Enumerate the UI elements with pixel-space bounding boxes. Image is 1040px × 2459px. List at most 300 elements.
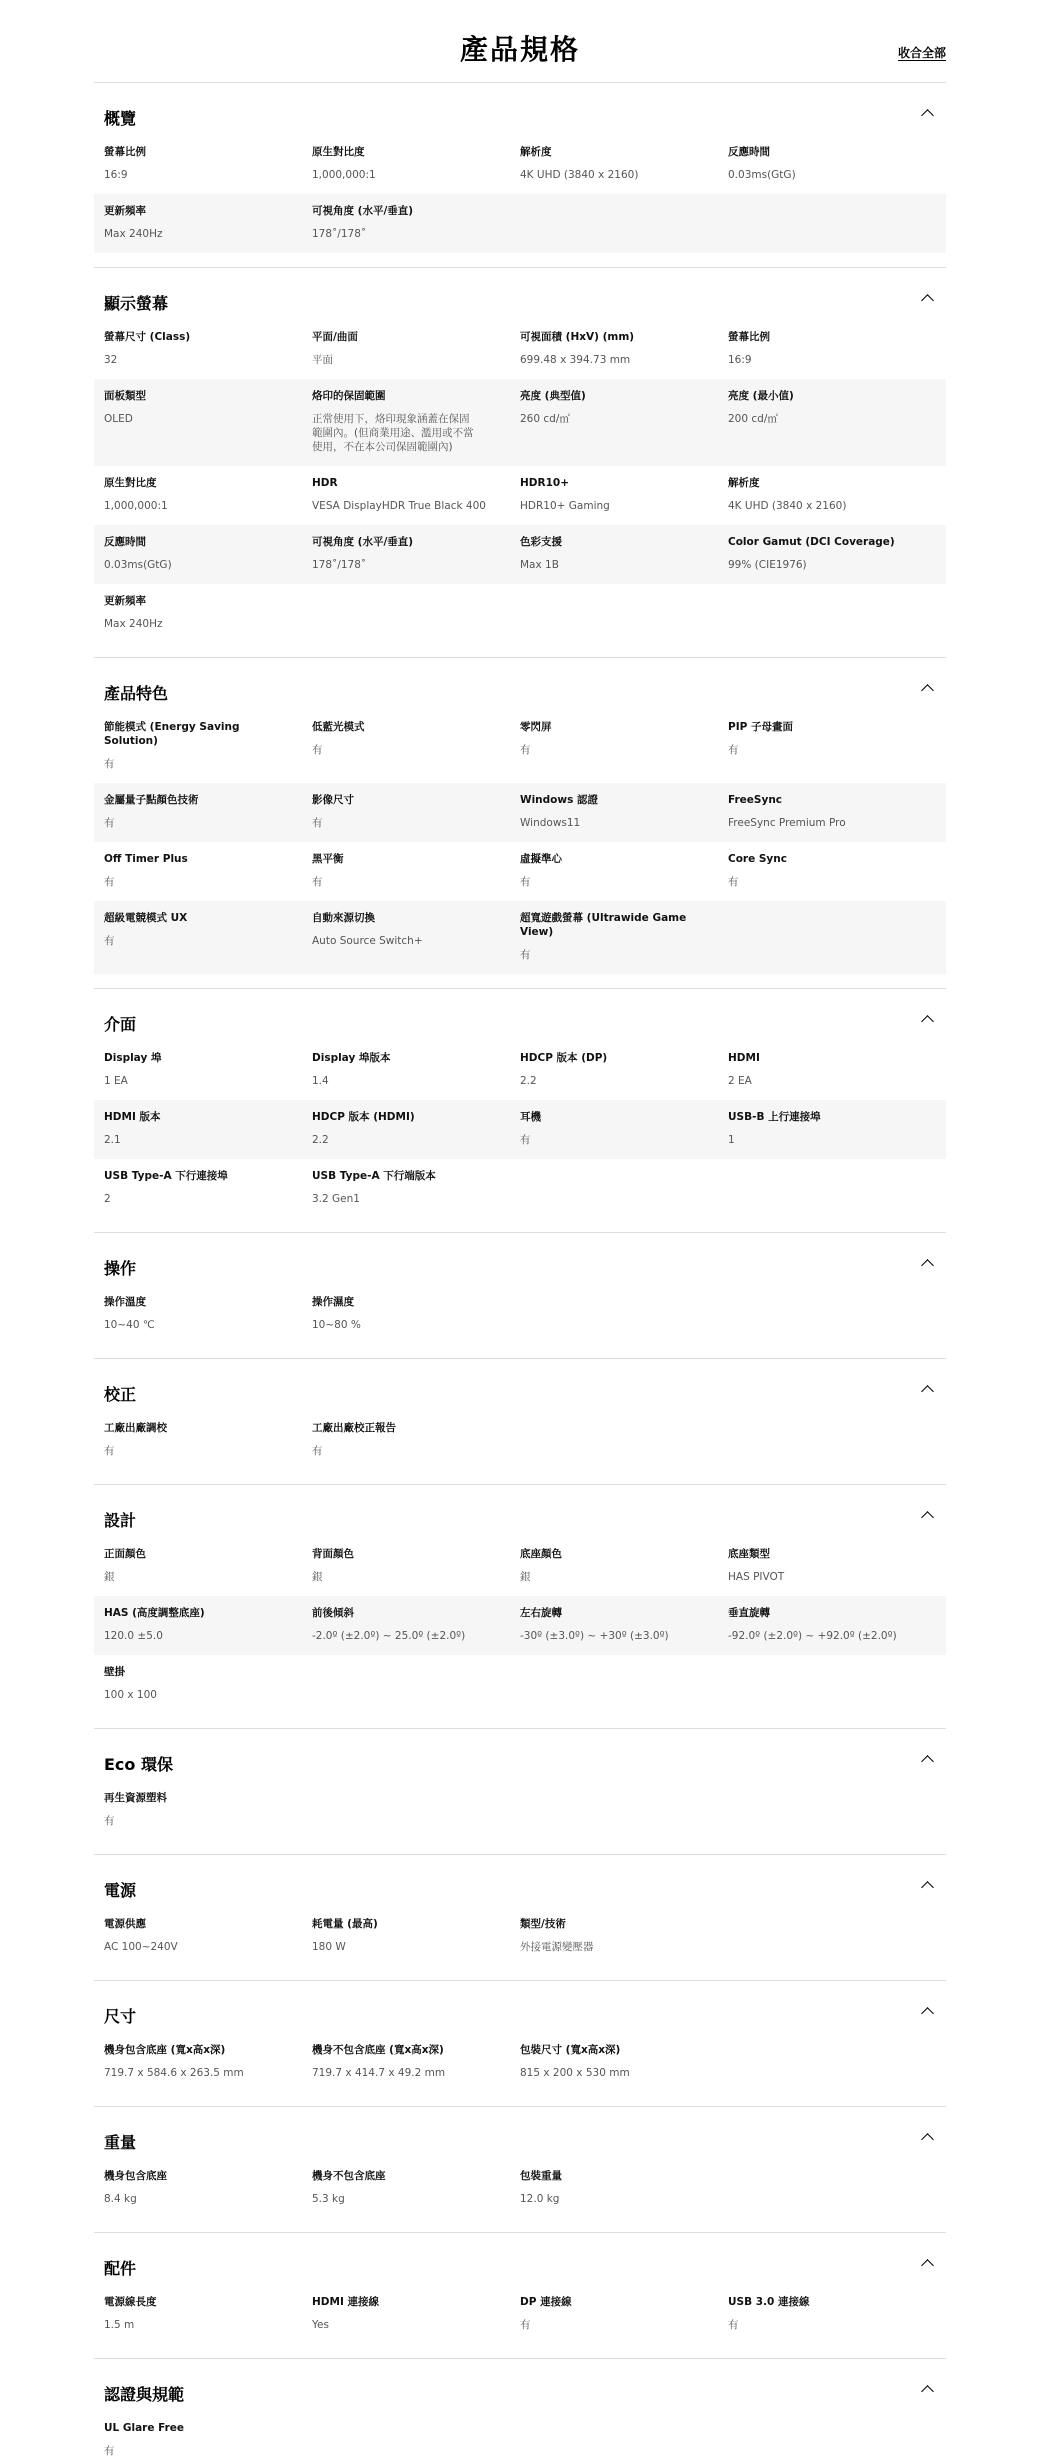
section-header[interactable] [94,1359,946,1411]
spec-label: DP 連接線 [520,2296,572,2308]
spec-label: 左右旋轉 [520,1607,562,1619]
spec-value: 有 [104,758,115,770]
spec-label: 耳機 [520,1111,541,1123]
spec-label: 節能模式 (Energy Saving Solution) [104,721,240,747]
spec-item [312,535,520,572]
spec-row [94,1041,946,1100]
spec-item [728,1547,936,1584]
spec-value: 10~80 % [312,1319,361,1331]
spec-value: Max 240Hz [104,618,163,630]
spec-label: 平面/曲面 [312,331,358,343]
spec-label: USB 3.0 連接線 [728,2296,810,2308]
spec-row [94,1655,946,1714]
spec-value: 外接電源變壓器 [520,1941,594,1953]
spec-label: Display 埠 [104,1052,162,1064]
section-header[interactable] [94,2359,946,2411]
chevron-up-icon[interactable] [921,1259,934,1272]
spec-item [312,1110,520,1147]
spec-value: 200 cd/㎡ [728,413,778,425]
spec-label: 垂直旋轉 [728,1607,770,1619]
spec-item [728,145,936,182]
spec-item [520,2295,728,2332]
spec-value: 699.48 x 394.73 mm [520,354,631,366]
spec-value: Auto Source Switch+ [312,935,423,947]
spec-label: 反應時間 [728,146,770,158]
spec-item [104,2421,312,2458]
spec-section [94,1980,946,2106]
section-title: 尺寸 [104,2007,137,2026]
section-title: 設計 [104,1511,137,1530]
spec-item [728,330,936,367]
spec-label: 底座類型 [728,1548,770,1560]
spec-item [312,720,520,771]
spec-label: 螢幕尺寸 (Class) [104,331,191,343]
spec-value: 178˚/178˚ [312,559,367,571]
spec-label: PIP 子母畫面 [728,721,793,733]
spec-section [94,1728,946,1854]
spec-label: HDMI [728,1052,760,1064]
spec-row [94,1411,946,1470]
spec-value: 260 cd/㎡ [520,413,570,425]
spec-label: 黑平衡 [312,853,344,865]
spec-value: 1 EA [104,1075,128,1087]
spec-item [104,2043,312,2080]
spec-row [94,783,946,842]
spec-item [312,1051,520,1088]
spec-value: 有 [312,817,323,829]
spec-row [94,1159,946,1218]
spec-value: 0.03ms(GtG) [728,169,796,181]
spec-section [94,988,946,1232]
spec-label: 耗電量 (最高) [312,1918,378,1930]
spec-value: 2.2 [312,1134,329,1146]
spec-item [104,535,312,572]
spec-section [94,1358,946,1484]
spec-item [312,2043,520,2080]
spec-label: 零閃屏 [520,721,552,733]
spec-row [94,379,946,466]
spec-value: 1.5 m [104,2319,135,2331]
spec-value: 有 [520,949,531,961]
spec-value: 0.03ms(GtG) [104,559,172,571]
spec-value: 有 [312,1445,323,1457]
spec-row [94,1596,946,1655]
section-title: 電源 [104,1881,137,1900]
spec-label: 工廠出廠校正報告 [312,1422,396,1434]
spec-item [520,330,728,367]
section-title: 概覽 [104,109,137,128]
spec-value: 有 [104,935,115,947]
spec-item [728,2295,936,2332]
spec-label: Color Gamut (DCI Coverage) [728,536,895,548]
spec-value: FreeSync Premium Pro [728,817,846,829]
spec-value: 5.3 kg [312,2193,345,2205]
spec-value: 有 [104,817,115,829]
spec-value: HDR10+ Gaming [520,500,610,512]
spec-label: 虛擬準心 [520,853,562,865]
spec-item [104,1665,312,1702]
spec-label: 烙印的保固範圍 [312,390,386,402]
spec-label: 原生對比度 [312,146,365,158]
spec-label: 底座顏色 [520,1548,562,1560]
spec-value: 2 EA [728,1075,752,1087]
spec-label: UL Glare Free [104,2422,185,2434]
spec-label: 電源線長度 [104,2296,157,2308]
spec-value: 有 [312,876,323,888]
spec-row [94,1907,946,1966]
spec-value: 銀 [312,1571,323,1583]
spec-label: 影像尺寸 [312,794,354,806]
spec-value: 8.4 kg [104,2193,137,2205]
spec-label: 超寬遊戲螢幕 (Ultrawide Game View) [520,912,687,938]
spec-item [312,1606,520,1643]
spec-label: 前後傾斜 [312,1607,354,1619]
section-header[interactable] [94,2107,946,2159]
spec-row [94,584,946,643]
spec-item [104,1547,312,1584]
spec-item [728,476,936,513]
spec-label: 背面顏色 [312,1548,354,1560]
chevron-up-icon[interactable] [921,2385,934,2398]
spec-item [728,535,936,572]
spec-value: 有 [520,2319,531,2331]
spec-item [728,720,936,771]
spec-row [94,194,946,253]
spec-item [312,2295,520,2332]
spec-label: 正面顏色 [104,1548,146,1560]
spec-label: USB Type-A 下行連接埠 [104,1170,228,1182]
section-header[interactable] [94,83,946,135]
spec-value: 平面 [312,354,333,366]
spec-item [104,145,312,182]
spec-value: 120.0 ±5.0 [104,1630,163,1642]
spec-row [94,842,946,901]
spec-value: -92.0º (±2.0º) ~ +92.0º (±2.0º) [728,1630,897,1642]
spec-row [94,2159,946,2218]
spec-row [94,2033,946,2092]
collapse-all-link[interactable]: 收合全部 [897,46,946,60]
spec-label: 螢幕比例 [104,146,146,158]
spec-label: 更新頻率 [104,595,146,607]
section-title: 重量 [104,2133,137,2152]
spec-item [520,535,728,572]
spec-value: 178˚/178˚ [312,228,367,240]
spec-item [312,2169,520,2206]
spec-section [94,2358,946,2459]
spec-label: HDMI 連接線 [312,2296,380,2308]
spec-value: 有 [728,876,739,888]
spec-item [520,1917,728,1954]
spec-item [312,145,520,182]
spec-item [520,145,728,182]
section-title: 配件 [104,2259,137,2278]
spec-label: 機身包含底座 (寬x高x深) [104,2044,226,2056]
section-header[interactable] [94,1855,946,1907]
spec-value: AC 100~240V [104,1941,178,1953]
spec-value: 2 [104,1193,111,1205]
spec-value: 1,000,000:1 [104,500,168,512]
spec-item [104,1421,312,1458]
section-header[interactable] [94,989,946,1041]
spec-label: 可視角度 (水平/垂直) [312,205,414,217]
spec-label: HDMI 版本 [104,1111,161,1123]
spec-item [104,2169,312,2206]
spec-value: 有 [312,744,323,756]
spec-item [104,476,312,513]
section-title: 顯示螢幕 [104,294,169,313]
spec-item [104,911,312,962]
spec-value: 1 [728,1134,735,1146]
spec-label: 包裝尺寸 (寬x高x深) [520,2044,621,2056]
chevron-up-icon[interactable] [921,2259,934,2272]
spec-item [520,852,728,889]
spec-item [312,852,520,889]
spec-value: 815 x 200 x 530 mm [520,2067,630,2079]
spec-item [104,852,312,889]
spec-item [520,1547,728,1584]
section-title: 介面 [104,1015,137,1034]
spec-label: 工廠出廠調校 [104,1422,167,1434]
spec-label: USB-B 上行連接埠 [728,1111,821,1123]
spec-item [520,476,728,513]
chevron-up-icon[interactable] [921,2007,934,2020]
spec-value: Windows11 [520,817,581,829]
section-header[interactable] [94,1729,946,1781]
chevron-up-icon[interactable] [921,294,934,307]
spec-item [728,1110,936,1147]
spec-value: 3.2 Gen1 [312,1193,360,1205]
section-header[interactable] [94,1981,946,2033]
spec-value: 有 [104,2445,115,2457]
spec-item [728,1606,936,1643]
spec-item [728,793,936,830]
spec-value: 有 [520,876,531,888]
spec-label: 自動來源切換 [312,912,375,924]
spec-item [104,1051,312,1088]
spec-value: 2.1 [104,1134,121,1146]
spec-label: 操作濕度 [312,1296,354,1308]
section-header[interactable] [94,1233,946,1285]
spec-label: Display 埠版本 [312,1052,391,1064]
chevron-up-icon[interactable] [921,1385,934,1398]
spec-value: Yes [312,2319,329,2331]
spec-header [94,0,946,82]
spec-value: 2.2 [520,1075,537,1087]
spec-label: 亮度 (典型值) [520,390,586,402]
spec-label: 螢幕比例 [728,331,770,343]
spec-label: HDCP 版本 (DP) [520,1052,608,1064]
chevron-up-icon[interactable] [921,2133,934,2146]
spec-item [104,1110,312,1147]
section-header[interactable] [94,658,946,710]
spec-item [104,594,312,631]
spec-label: 原生對比度 [104,477,157,489]
spec-label: 機身不包含底座 [312,2170,386,2182]
spec-item [104,1917,312,1954]
spec-item [520,2169,728,2206]
spec-label: 低藍光模式 [312,721,365,733]
spec-section [94,82,946,267]
spec-item [104,793,312,830]
spec-label: 再生資源塑料 [104,1792,167,1804]
spec-value: 100 x 100 [104,1689,157,1701]
spec-item [312,911,520,962]
spec-value: HAS PIVOT [728,1571,785,1583]
spec-label: 亮度 (最小值) [728,390,794,402]
spec-item [312,330,520,367]
spec-item [520,2043,728,2080]
spec-item [104,1169,312,1206]
spec-value: 銀 [520,1571,531,1583]
spec-value: Max 240Hz [104,228,163,240]
spec-item [312,1169,520,1206]
spec-label: 可視面積 (HxV) (mm) [520,331,635,343]
spec-item [104,2295,312,2332]
spec-label: 解析度 [728,477,760,489]
spec-label: 機身不包含底座 (寬x高x深) [312,2044,444,2056]
spec-value: 180 W [312,1941,346,1953]
spec-value: 正常使用下，烙印現象涵蓋在保固 範圍內。(但商業用途、濫用或不當 使用，不在本公司保固範圍內) [312,413,474,453]
spec-value: 有 [520,1134,531,1146]
spec-row [94,2285,946,2344]
spec-label: 操作溫度 [104,1296,146,1308]
spec-value: -30º (±3.0º) ~ +30º (±3.0º) [520,1630,669,1642]
spec-value: Max 1B [520,559,559,571]
chevron-up-icon[interactable] [921,684,934,697]
spec-item [520,389,728,454]
spec-value: 有 [104,876,115,888]
spec-row [94,320,946,379]
spec-item [104,389,312,454]
section-title: 認證與規範 [104,2385,185,2404]
spec-label: HDR10+ [520,477,569,489]
spec-sections [0,82,1040,2459]
section-title: 操作 [104,1259,137,1278]
spec-label: HDR [312,477,338,489]
spec-label: 可視角度 (水平/垂直) [312,536,414,548]
section-title: 產品特色 [104,684,169,703]
spec-value: 有 [104,1445,115,1457]
spec-row [94,466,946,525]
spec-row [94,901,946,974]
spec-value: -2.0º (±2.0º) ~ 25.0º (±2.0º) [312,1630,466,1642]
spec-value: 10~40 ℃ [104,1319,155,1331]
spec-label: 類型/技術 [520,1918,566,1930]
spec-label: 包裝重量 [520,2170,562,2182]
spec-label: Off Timer Plus [104,853,188,865]
spec-value: 719.7 x 584.6 x 263.5 mm [104,2067,244,2079]
spec-label: 更新頻率 [104,205,146,217]
spec-row [94,525,946,584]
chevron-up-icon[interactable] [921,1015,934,1028]
spec-row [94,710,946,783]
spec-section [94,2232,946,2358]
spec-item [104,1791,312,1828]
spec-section [94,1854,946,1980]
spec-item [104,720,312,771]
spec-item [728,852,936,889]
spec-item [520,1051,728,1088]
spec-value: VESA DisplayHDR True Black 400 [312,500,486,512]
spec-value: 32 [104,354,118,366]
spec-value: 4K UHD (3840 x 2160) [728,500,847,512]
spec-row [94,1285,946,1344]
spec-label: Core Sync [728,853,787,865]
spec-value: 12.0 kg [520,2193,560,2205]
spec-item [312,476,520,513]
spec-value: 16:9 [104,169,128,181]
spec-value: OLED [104,413,133,425]
spec-label: FreeSync [728,794,783,806]
page-title: 產品規格 [459,33,580,66]
section-title: Eco 環保 [104,1755,173,1774]
chevron-up-icon[interactable] [921,109,934,122]
spec-section [94,1484,946,1728]
chevron-up-icon[interactable] [921,1511,934,1524]
spec-item [104,330,312,367]
spec-item [312,1547,520,1584]
spec-item [104,1295,312,1332]
section-header[interactable] [94,2233,946,2285]
spec-row [94,1537,946,1596]
spec-item [312,793,520,830]
spec-label: 機身包含底座 [104,2170,167,2182]
spec-row [94,2411,946,2459]
spec-item [520,720,728,771]
spec-item [520,1110,728,1147]
spec-item [312,204,520,241]
spec-value: 有 [728,2319,739,2331]
spec-section [94,1232,946,1358]
spec-item [312,1295,520,1332]
section-title: 校正 [104,1385,137,1404]
spec-item [728,1051,936,1088]
spec-label: HAS (高度調整底座) [104,1607,205,1619]
spec-item [520,793,728,830]
spec-section [94,657,946,988]
spec-row [94,135,946,194]
spec-value: 4K UHD (3840 x 2160) [520,169,639,181]
spec-item [312,1917,520,1954]
spec-item [728,389,936,454]
spec-label: USB Type-A 下行端版本 [312,1170,436,1182]
spec-value: 16:9 [728,354,752,366]
spec-value: 有 [104,1815,115,1827]
spec-section [94,2106,946,2232]
chevron-up-icon[interactable] [921,1755,934,1768]
spec-label: 反應時間 [104,536,146,548]
section-header[interactable] [94,1485,946,1537]
spec-label: 色彩支援 [520,536,562,548]
spec-label: 電源供應 [104,1918,146,1930]
spec-value: 99% (CIE1976) [728,559,807,571]
spec-label: 金屬量子點顏色技術 [104,794,199,806]
spec-label: 面板類型 [104,390,146,402]
section-header[interactable] [94,268,946,320]
spec-label: 壁掛 [104,1666,125,1678]
spec-item [104,1606,312,1643]
spec-item [312,1421,520,1458]
spec-row [94,1781,946,1840]
spec-value: 1.4 [312,1075,329,1087]
spec-label: 解析度 [520,146,552,158]
spec-item [520,911,728,962]
spec-label: Windows 認證 [520,794,598,806]
spec-value: 銀 [104,1571,115,1583]
spec-label: HDCP 版本 (HDMI) [312,1111,415,1123]
chevron-up-icon[interactable] [921,1881,934,1894]
spec-item [312,389,520,454]
